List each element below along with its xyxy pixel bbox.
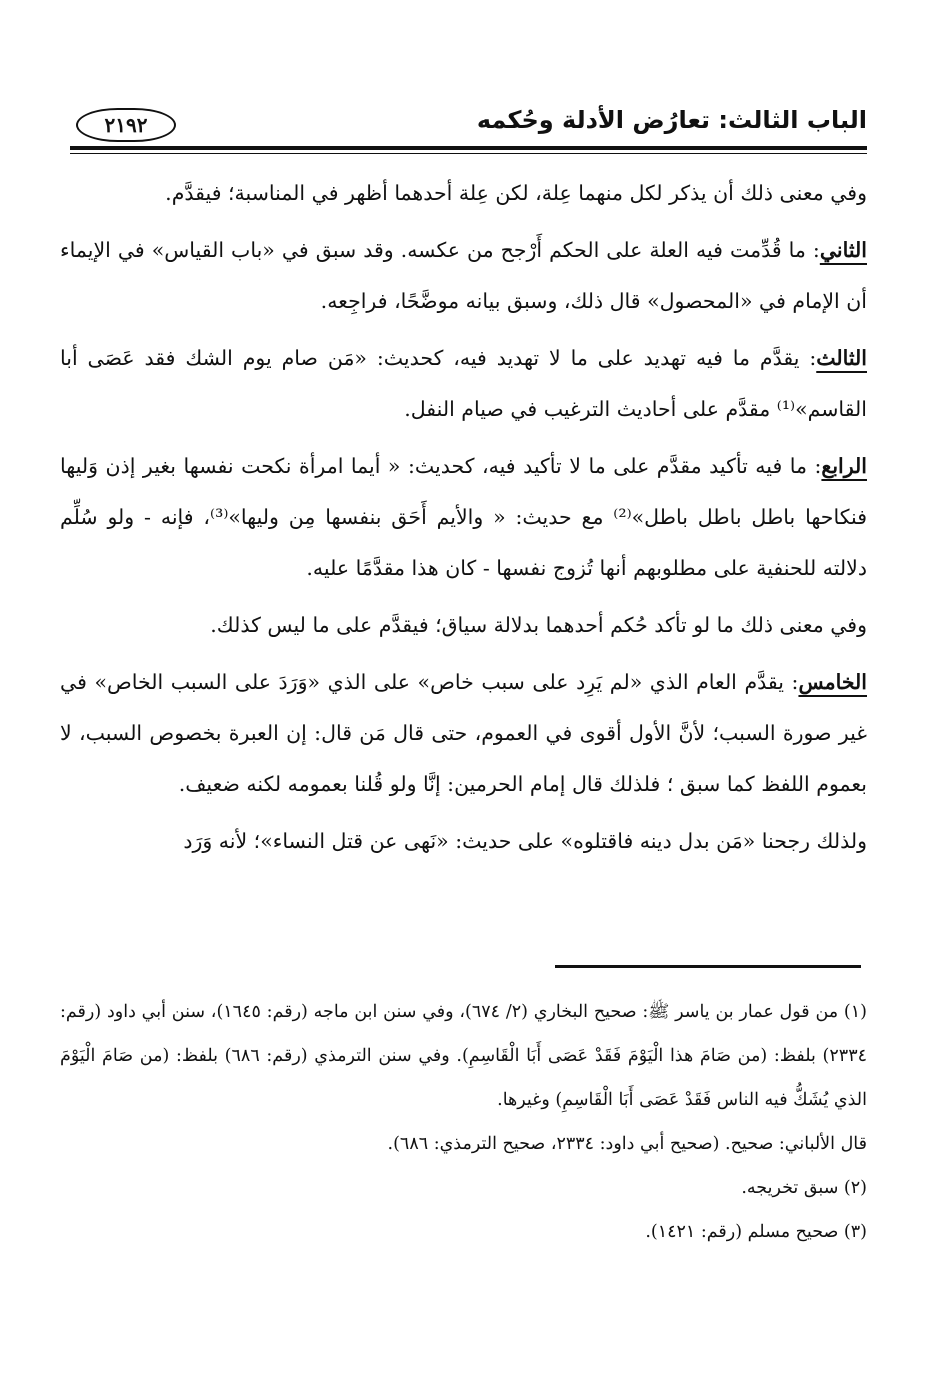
paragraph-6 <box>60 657 867 810</box>
footnote-separator <box>555 965 861 968</box>
running-title: الباب الثالث: تعارُض الأدلة وحُكمه <box>476 106 867 134</box>
footnote-1: (١) من قول عمار بن ياسر ﷺ: صحيح البخاري (٢/ ٦٧٤)، وفي سنن ابن ماجه (رقم: ١٦٤٥)، سنن أبي داود (رقم: ٢٣٣٤) بلفظ: (من صَامَ هذا الْيَوْمَ فَقَدْ عَصَى أَبَا الْقَاسِمِ). وفي سنن الترمذي (رقم: ٦٨٦) بلفظ: (من صَامَ الْيَوْمَ الذي يُشَكُّ فيه الناس فَقَدْ عَصَى أَبَا الْقَاسِمِ) وغيرها. <box>60 1002 867 1110</box>
paragraph-2-text: : ما قُدِّمت فيه العلة على الحكم أَرْجح من عكسه. وقد سبق في «باب القياس» في الإيماء أن الإمام في «المحصول» قال ذلك، وسبق بيانه موضَّحًا، فراجِعه. <box>60 238 867 313</box>
body-text <box>60 168 867 873</box>
footnote-2: (٢) سبق تخريجه. <box>741 1178 867 1198</box>
paragraph-2 <box>60 225 867 327</box>
footnotes <box>60 990 867 1254</box>
section-lead-third: الثالث <box>816 346 867 370</box>
section-lead-fifth: الخامس <box>798 670 867 694</box>
paragraph-7: ولذلك رجحنا «مَن بدل دينه فاقتلوه» على حديث: «نَهى عن قتل النساء»؛ لأنه وَرَد <box>183 829 867 853</box>
section-lead-fourth: الرابع <box>821 454 867 478</box>
paragraph-4-text: : ما فيه تأكيد مقدَّم على ما لا تأكيد فيه، كحديث: « أيما امرأة نكحت نفسها بغير إذن وَليها فنكاحها باطل باطل باطل»⁽²⁾ مع حديث: « والأيم أَحَق بنفسها مِن وليها»⁽³⁾، فإنه - ولو سُلِّم دلالته للحنفية على مطلوبهم أنها تُزوج نفسها - كان هذا مقدَّمًا عليه. <box>60 454 868 580</box>
paragraph-3-text: : يقدَّم ما فيه تهديد على ما لا تهديد فيه، كحديث: «مَن صام يوم الشك فقد عَصَى أبا القاسم»⁽¹⁾ مقدَّم على أحاديث الترغيب في صيام النفل. <box>60 346 867 421</box>
paragraph-3 <box>60 333 867 435</box>
paragraph-1: وفي معنى ذلك أن يذكر لكل منهما عِلة، لكن عِلة أحدهما أظهر في المناسبة؛ فيقدَّم. <box>165 181 867 205</box>
paragraph-6-text: : يقدَّم العام الذي «لم يَرِد على سبب خاص» على الذي «وَرَدَ على السبب الخاص» في غير صورة السبب؛ لأنَّ الأول أقوى في العموم، حتى قال مَن قال: إن العبرة بخصوص السبب، لا بعموم اللفظ كما سبق ؛ فلذلك قال إمام الحرمين: إنَّا ولو قُلنا بعمومه لكنه ضعيف. <box>60 670 867 796</box>
footnote-1-note: قال الألباني: صحيح. (صحيح أبي داود: ٢٣٣٤، صحيح الترمذي: ٦٨٦). <box>387 1134 867 1154</box>
paragraph-4 <box>60 441 867 594</box>
header-rule-thin <box>70 153 867 154</box>
page-number: ٢١٩٢ <box>76 108 176 142</box>
paragraph-5: وفي معنى ذلك ما لو تأكد حُكم أحدهما بدلالة سياق؛ فيقدَّم على ما ليس كذلك. <box>210 613 867 637</box>
footnote-3: (٣) صحيح مسلم (رقم: ١٤٢١). <box>645 1222 867 1242</box>
section-lead-second: الثاني <box>819 238 867 262</box>
page-header <box>70 100 867 150</box>
header-rule-thick <box>70 146 867 150</box>
